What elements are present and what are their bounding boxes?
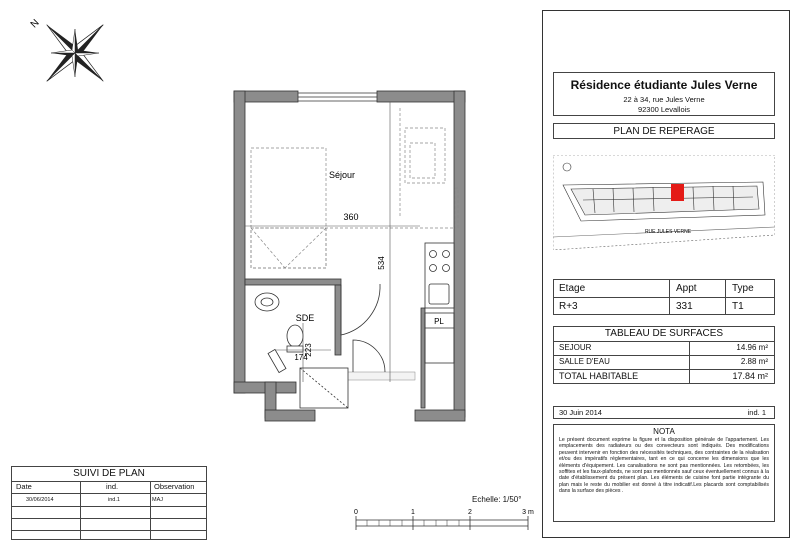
revision-index: ind. 1 — [747, 408, 766, 417]
scale-label: Echelle: 1/50° — [472, 495, 522, 504]
unit-table — [553, 279, 775, 315]
note-title: NOTA — [653, 427, 675, 436]
suivi-header-observation: Observation — [154, 482, 195, 491]
window — [298, 93, 377, 101]
surface-value-total: 17.84 m² — [732, 371, 768, 381]
scale-bar — [350, 506, 540, 546]
unit-header-etage: Etage — [559, 283, 586, 294]
note-body: Le présent document exprime la figure et la disposition générale de l'appartement. Les emplacements des radiateurs ou des convecteurs sont indiqués. Des modifications peuvent intervenir en fonction des nécessités techniques, des contraintes de la réalisation et/ou des impératifs réglementaires, tant en ce qui concerne les dimensions que les éléments d'équipement. Les canalisations ne sont pas mentionnées. Les retombées, les soffites et les faux-plafonds, ne sont pas mentionnés sauf ceux éventuellement connus à la date d'établissement du présent plan. Les éléments de cuisine font partie intégrante du plan mais le reste du mobilier est donné à titre indicatif.Les placards sont comptabilisés dans la surface des pièces . — [559, 437, 769, 495]
surfaces-title: TABLEAU DE SURFACES — [554, 327, 774, 342]
kitchenette — [425, 243, 454, 308]
suivi-header-row — [12, 481, 206, 493]
plan-reperage-title: PLAN DE REPERAGE — [553, 123, 775, 139]
unit-header-appt: Appt — [676, 283, 697, 294]
residence-header — [553, 72, 775, 116]
surface-label-sejour: SEJOUR — [559, 343, 592, 352]
scale-tick-2: 2 — [468, 509, 472, 516]
surface-label-total: TOTAL HABITABLE — [559, 371, 639, 381]
surfaces-table — [553, 326, 775, 384]
unit-value-appt: 331 — [676, 301, 693, 312]
residence-address: 22 à 34, rue Jules Verne — [623, 95, 705, 104]
unit-value-type: T1 — [732, 301, 744, 312]
doors — [341, 284, 385, 372]
dim-sde-width: 174 — [294, 353, 308, 362]
scale-tick-3: 3 m — [522, 509, 534, 516]
suivi-header-ind: ind. — [106, 482, 119, 491]
note-block — [553, 424, 775, 522]
suivi-row-ind: ind.1 — [108, 497, 120, 503]
compass-rose — [20, 8, 115, 98]
floor-plan — [225, 88, 475, 428]
street-label: RUE JULES VERNE — [644, 229, 692, 235]
surface-row — [554, 341, 774, 356]
revision-row — [553, 406, 775, 419]
suivi-row — [12, 494, 206, 506]
surface-value-sejour: 14.96 m² — [736, 343, 768, 352]
surface-row — [554, 355, 774, 370]
suivi-table — [11, 466, 207, 540]
room-label-sde: SDE — [295, 313, 315, 323]
suivi-row-observation: MAJ — [152, 497, 163, 503]
residence-name: Résidence étudiante Jules Verne — [570, 78, 758, 92]
suivi-title: SUIVI DE PLAN — [12, 467, 206, 482]
scale-tick-1: 1 — [411, 509, 415, 516]
compass-north-label: N — [28, 17, 42, 31]
dimension-lines — [245, 102, 420, 382]
unit-value-etage: R+3 — [559, 301, 578, 312]
revision-date: 30 Juin 2014 — [559, 408, 602, 417]
surface-row — [554, 369, 774, 383]
dim-sde-height: 223 — [304, 343, 313, 357]
apartment-highlight — [671, 184, 684, 201]
unit-header-type: Type — [732, 283, 754, 294]
dim-length: 534 — [377, 256, 386, 270]
surface-label-salle-eau: SALLE D'EAU — [559, 357, 610, 366]
residence-city: 92300 Levallois — [637, 105, 691, 114]
scale-tick-0: 0 — [354, 509, 358, 516]
room-label-pl: PL — [434, 317, 444, 326]
location-map — [553, 155, 775, 250]
room-label-sejour: Séjour — [328, 170, 356, 180]
building-footprint — [563, 182, 765, 221]
suivi-header-date: Date — [16, 482, 32, 491]
dim-width: 360 — [343, 212, 359, 222]
suivi-row-date: 30/06/2014 — [26, 497, 54, 503]
surface-value-salle-eau: 2.88 m² — [740, 357, 768, 366]
